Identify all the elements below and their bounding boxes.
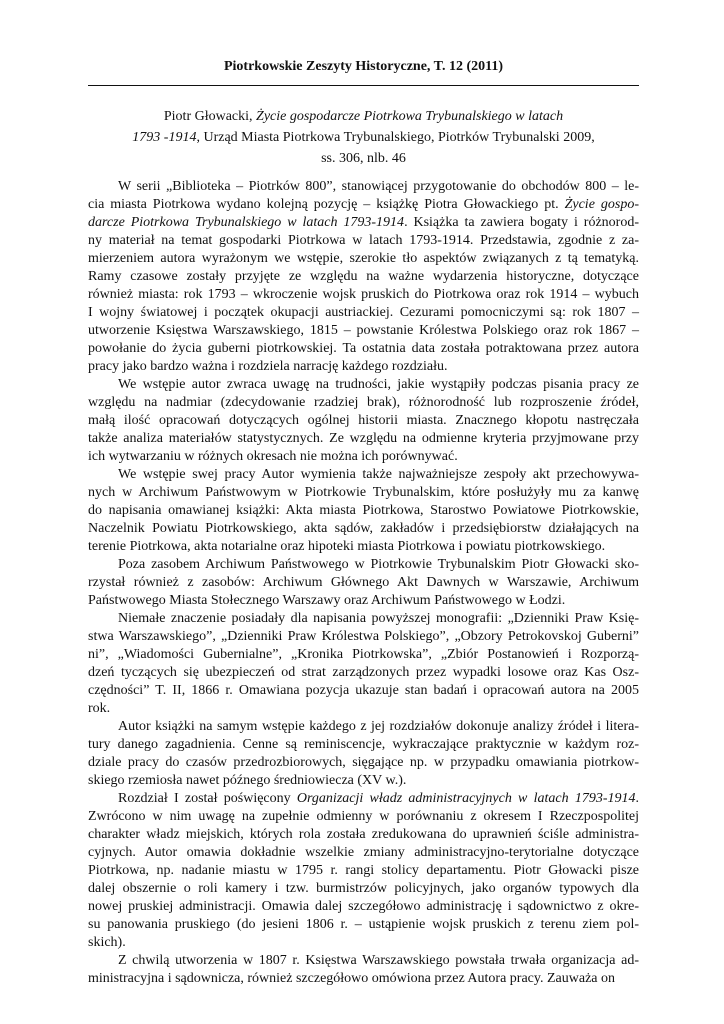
citation-line-1	[88, 106, 639, 127]
text-segment: tury danego zagadnienia. Cenne są reminiscencje, wykraczające praktycznie w każdym roz-	[88, 737, 639, 752]
paragraph	[88, 556, 639, 610]
text-segment: cia miasta Piotrkowa wydano kolejną pozycję – książkę Piotra Głowackiego pt.	[88, 197, 565, 212]
text-segment: W serii „Biblioteka – Piotrków 800”, stanowiącej przygotowanie do obchodów 800 – le-	[118, 179, 639, 194]
citation-pages: ss. 306, nlb. 46	[321, 151, 406, 166]
text-line	[88, 268, 639, 286]
text-segment: Zwrócono w nim uwagę na zupełnie odmienny w porównaniu z okresem I Rzeczpospolitej	[88, 809, 639, 824]
text-segment: nych w Archiwum Państwowym w Piotrkowie Trybunalskim, które posłużyły mu za kanwę	[88, 485, 639, 500]
text-segment: względu na nadmiar (zdecydowanie rzadziej brak), różnorodność lub rozproszenie źródeł,	[88, 395, 639, 410]
paragraph	[88, 610, 639, 718]
text-segment: mierzeniem autora wyrażonym we wstępie, szerokie tło aspektów związanych z tą tematyką.	[88, 251, 639, 266]
text-segment: rzystał również z zasobów: Archiwum Głównego Akt Dawnych w Warszawie, Archiwum	[88, 575, 639, 590]
text-line	[88, 214, 639, 232]
text-line	[88, 898, 639, 916]
text-segment: We wstępie autor zwraca uwagę na trudności, jakie wystąpiły podczas pisania pracy ze	[118, 377, 639, 392]
text-line	[88, 394, 639, 412]
text-segment: dzeń tyczących się ubezpieczeń od strat zarządzonych przez wypadki losowe oraz Kas Osz-	[88, 665, 639, 680]
text-line	[88, 430, 639, 448]
text-line	[88, 538, 639, 556]
text-line	[88, 646, 639, 664]
text-line	[88, 376, 639, 394]
text-line	[88, 484, 639, 502]
text-line	[88, 808, 639, 826]
text-line	[88, 466, 639, 484]
text-line	[88, 934, 639, 952]
running-head: Piotrkowskie Zeszyty Historyczne, T. 12 (2011)	[223, 59, 504, 74]
italic-text: Życie gospo-	[564, 197, 639, 212]
text-segment: rok.	[88, 701, 111, 716]
text-segment: Piotrkowa, np. nadanie miastu w 1795 r. rangi stolicy departamentu. Piotr Głowacki pisze	[88, 863, 639, 878]
book-citation	[88, 106, 639, 169]
text-segment: do napisania omawianej książki: Akta miasta Piotrkowa, Starostwo Powiatowe Piotrkowskie,	[88, 503, 639, 518]
text-line	[88, 358, 639, 376]
text-line	[88, 592, 639, 610]
italic-text: Organizacji władz administracyjnych w latach 1793-1914	[296, 791, 636, 806]
text-line	[88, 304, 639, 322]
text-segment: nowej pruskiej administracji. Omawia dalej szczegółowo administrację i sądownictwo z okre-	[88, 899, 639, 914]
paragraph	[88, 466, 639, 556]
text-line	[88, 826, 639, 844]
text-segment: ni”, „Wiadomości Gubernialne”, „Kronika Piotrkowska”, „Zbiór Postanowień i Rozporzą-	[88, 647, 639, 662]
text-line	[88, 340, 639, 358]
text-segment: powołanie do życia guberni piotrkowskiej. Ta ostatnia data została potraktowana przez autora	[88, 341, 639, 356]
text-line	[88, 196, 639, 214]
text-line	[88, 556, 639, 574]
text-segment: także analiza materiałów statystycznych. Ze względu na odmienne kryteria przyjmowane przy	[88, 431, 639, 446]
citation-title: Życie gospodarcze Piotrkowa Trybunalskiego w latach	[256, 109, 564, 124]
text-segment: stwa Warszawskiego”, „Dzienniki Praw Królestwa Polskiego”, „Obzory Petrokovskoj Guberni”	[88, 629, 639, 644]
text-segment: dalej obszernie o roli kamery i tzw. burmistrzów policyjnych, jako organów typowych dla	[88, 881, 639, 896]
text-line	[88, 664, 639, 682]
paragraph	[88, 718, 639, 790]
text-segment: Poza zasobem Archiwum Państwowego w Piotrkowie Trybunalskim Piotr Głowacki sko-	[118, 557, 639, 572]
text-segment: We wstępie swej pracy Autor wymienia także najważniejsze zespoły akt przechowywa-	[118, 467, 639, 482]
text-line	[88, 700, 639, 718]
text-line	[88, 862, 639, 880]
text-segment: I wojny światowej i początek okupacji austriackiej. Cezurami pomocniczymi są: rok 1807 –	[88, 305, 639, 320]
text-line	[88, 502, 639, 520]
text-line	[88, 610, 639, 628]
text-line	[88, 412, 639, 430]
text-line	[88, 772, 639, 790]
text-line	[88, 682, 639, 700]
text-segment: Rozdział I został poświęcony	[118, 791, 297, 806]
text-line	[88, 754, 639, 772]
text-line	[88, 790, 639, 808]
text-segment: ich wytwarzaniu w różnych okresach nie można ich porównywać.	[88, 449, 458, 464]
text-line	[88, 952, 639, 970]
text-segment: cyjnych. Autor omawia dokładnie wszelkie zmiany administracyjno-terytorialne dotyczące	[88, 845, 639, 860]
text-segment: utworzenie Księstwa Warszawskiego, 1815 – powstanie Królestwa Polskiego oraz rok 1867 –	[88, 323, 639, 338]
text-line	[88, 448, 639, 466]
text-segment: Niemałe znaczenie posiadały dla napisania powyższej monografii: „Dzienniki Praw Księ-	[118, 611, 639, 626]
text-segment: . Książka ta zawiera bogaty i różnorod-	[404, 215, 639, 230]
text-segment: pracy jako bardzo ważna i rozdziela narrację każdego rozdziału.	[88, 359, 448, 374]
text-segment: Z chwilą utworzenia w 1807 r. Księstwa Warszawskiego powstała trwała organizacja ad-	[118, 953, 639, 968]
text-line	[88, 916, 639, 934]
text-line	[88, 574, 639, 592]
italic-text: darcze Piotrkowa Trybunalskiego w latach 1793-1914	[88, 215, 405, 230]
citation-author: Piotr Głowacki,	[163, 109, 257, 124]
text-segment: Państwowego Miasta Stołecznego Warszawy oraz Archiwum Państwowego w Łodzi.	[88, 593, 566, 608]
header-rule	[88, 85, 639, 86]
text-line	[88, 880, 639, 898]
citation-publisher: , Urząd Miasta Piotrkowa Trybunalskiego, Piotrków Trybunalski 2009,	[196, 130, 595, 145]
text-line	[88, 286, 639, 304]
text-segment: małą ilość opracowań dotyczących ogólnej historii miasta. Znacznego kłopotu nastręczała	[88, 413, 639, 428]
text-line	[88, 736, 639, 754]
text-segment: skiego rzemiosła nawet późnego średniowiecza (XV w.).	[88, 773, 407, 788]
text-segment: charakter władz miejskich, których rola została zredukowana do uprawnień ściśle administra-	[88, 827, 639, 842]
text-line	[88, 178, 639, 196]
text-line	[88, 232, 639, 250]
citation-line-2	[88, 127, 639, 148]
paragraph	[88, 376, 639, 466]
text-segment: .	[635, 791, 640, 806]
text-line	[88, 970, 639, 988]
text-segment: ministracyjna i sądownicza, również szczegółowo omówiona przez Autora pracy. Zauważa on	[88, 971, 615, 986]
text-segment: Naczelnik Powiatu Piotrkowskiego, akta sądów, zakładów i przedsiębiorstw działających na	[88, 521, 639, 536]
text-segment: również miasta: rok 1793 – wkroczenie wojsk pruskich do Piotrkowa oraz rok 1914 – wybuch	[88, 287, 639, 302]
text-segment: ny materiał na temat gospodarki Piotrkowa w latach 1793-1914. Przedstawia, zgodnie z za-	[88, 233, 639, 248]
text-line	[88, 520, 639, 538]
text-segment: skich).	[88, 935, 126, 950]
text-line	[88, 628, 639, 646]
citation-title-years: 1793 -1914	[132, 130, 197, 145]
text-segment: terenie Piotrkowa, akta notarialne oraz hipoteki miasta Piotrkowa i powiatu piotrkowskiego.	[88, 539, 606, 554]
text-line	[88, 844, 639, 862]
text-line	[88, 718, 639, 736]
review-body	[88, 178, 639, 988]
paragraph	[88, 178, 639, 376]
text-segment: dziale pracy do czasów przedrozbiorowych, sięgające np. w przypadku omawiania piotrkow-	[88, 755, 639, 770]
text-line	[88, 250, 639, 268]
paragraph	[88, 790, 639, 952]
text-line	[88, 322, 639, 340]
text-segment: czędności” T. II, 1866 r. Omawiana pozycja ukazuje stan badań i opracowań autora na 2005	[88, 683, 639, 698]
text-segment: Ramy czasowe zostały przyjęte ze względu na ważne wydarzenia historyczne, dotyczące	[88, 269, 639, 284]
text-segment: Autor książki na samym wstępie każdego z jej rozdziałów dokonuje analizy źródeł i litera-	[118, 719, 639, 734]
paragraph	[88, 952, 639, 988]
text-segment: su panowania pruskiego (do jesieni 1806 r. – ustąpienie wojsk pruskich z terenu ziem pol-	[88, 917, 639, 932]
